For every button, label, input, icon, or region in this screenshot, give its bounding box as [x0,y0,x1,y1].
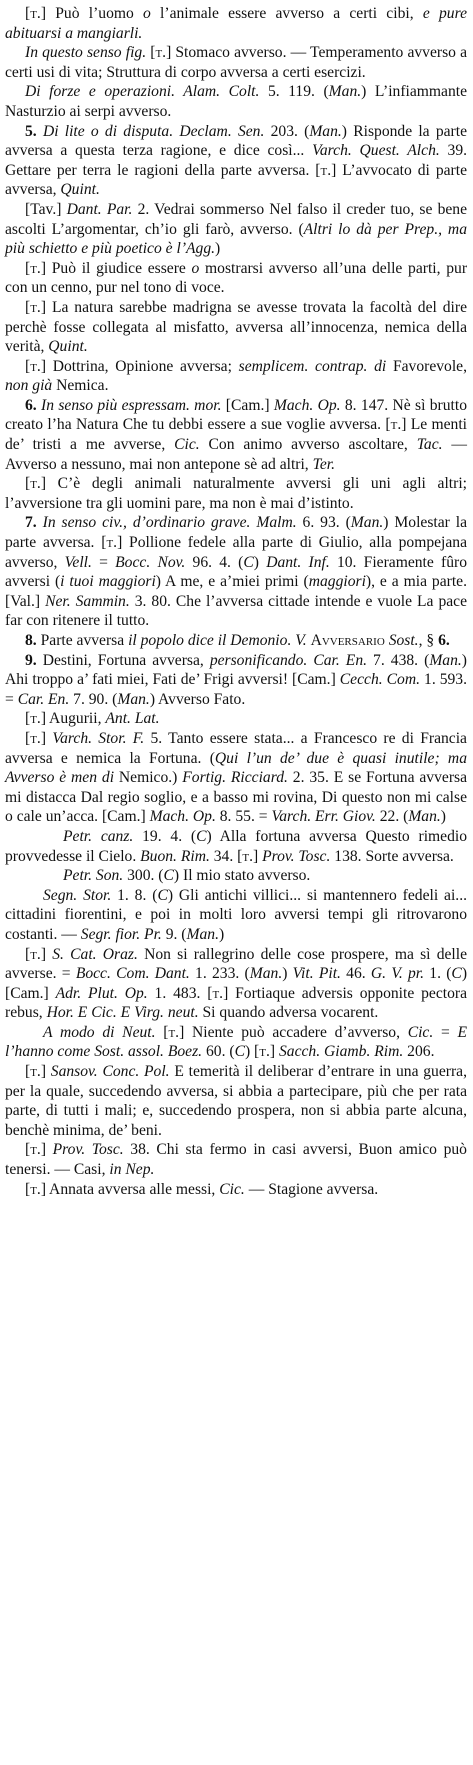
entry-paragraph: [t.] Può il giudice essere o mostrarsi avverso all’una delle parti, pur con un cenno, pur nel tono di voce. [5,259,468,297]
entry-paragraph: Petr. Son. 300. (C) Il mio stato avverso. [63,867,311,885]
entry-paragraph: 6. In senso più espressam. mor. [Cam.] Mach. Op. 8. 147. Nè sì brutto creato l’ha Natura Che tu debbi essere a sue voglie avversa. [t.] Le menti de’ tristi a me avverse, Cic. Con animo avverso ascoltare, Tac. — Avverso a nessuno, mai non antepone sè ad altri, Ter. [5,396,467,473]
entry-paragraph: [t.] C’è degli animali naturalmente avversi gli uni agli altri; l’avversione tra gli uomini pare, ma non è mai d’istinto. [5,475,467,512]
entry-paragraph: [t.] Sansov. Conc. Pol. E temerità il deliberar d’entrare in una guerra, per la quale, succedendo avversa, si abbia a partecipare, più che per rata parte, di tutti i mali; e, succedendo prospera, non si abbia parte alcuna, benchè minima, de’ beni. [5,1063,467,1139]
entry-paragraph: [t.] S. Cat. Oraz. Non si rallegrino delle cose prospere, ma sì delle avverse. = Bocc. Com. Dant. 1. 233. (Man.) Vit. Pit. 46. G. V. pr. 1. (C) [Cam.] Adr. Plut. Op. 1. 483. [t.] Fortiaque adversis opponite pectora rebus, Hor. E Cic. E Virg. neut. Si quando adversa vocarent. [5,945,468,1022]
entry-paragraph: [t.] Varch. Stor. F. 5. Tanto essere stata... a Francesco re di Francia avversa e nemica la Fortuna. (Qui l’un de’ due è quasi inutile; ma Avverso è men di Nemico.) Fortig. Ricciard. 2. 35. E se Fortuna avversa mi distacca Dal regio soglio, e a basso mi rovina, Di questo non mi calse o cale un’acca. [Cam.] Mach. Op. 8. 55. = Varch. Err. Giov. 22. (Man.) [5,729,467,826]
entry-paragraph: 5. Di lite o di disputa. Declam. Sen. 203. (Man.) Risponde la parte avversa a questa terza ragione, e dice così... Varch. Quest. Alch. 39. Gettare per terra le ragioni della parte avversa. [t.] L’avvocato di parte avversa, Quint. [5,122,468,199]
entry-paragraph: [t.] Prov. Tosc. 38. Chi sta fermo in casi avversi, Buon amico può tenersi. — Casi, in Nep. [5,1141,467,1179]
entry-paragraph: [t.] Dottrina, Opinione avversa; semplicem. contrap. di Favorevole, non già Nemica. [5,357,467,395]
entry-paragraph: 7. In senso civ., d’ordinario grave. Malm. 6. 93. (Man.) Molestar la parte avversa. [t.] Pollione fedele alla parte di Giulio, alla pompejana avverso, Vell. = Bocc. Nov. 96. 4. (C) Dant. Inf. 10. Fieramente fûro avversi (i tuoi maggiori) A me, e a’miei primi (maggiori), e a mia parte. [Val.] Ner. Sammin. 3. 80. Che l’avversa cittade intende e vuole La pace far con ritenere il tutto. [5,514,468,630]
entry-paragraph: [t.] Può l’uomo o l’animale essere avverso a certi cibi, e pure abituarsi a mangiarli. [5,5,467,42]
entry-paragraph: [t.] La natura sarebbe madrigna se avesse trovata la facoltà del dire perchè fosse collegata al misfatto, avversa all’innocenza, nemica della verità, Quint. [5,298,467,356]
entry-paragraph: [Tav.] Dant. Par. 2. Vedrai sommerso Nel falso il creder tuo, se bene ascolti L’argomentar, ch’io gli farò, avverso. (Altri lo dà per Prep., ma più schietto e più poetico è l’Agg.) [5,200,468,258]
entry-paragraph: Petr. canz. 19. 4. (C) Alla fortuna avversa Questo rimedio provvedesse il Cielo. Buon. Rim. 34. [t.] Prov. Tosc. 138. Sorte avversa. [5,827,468,865]
entry-paragraph: A modo di Neut. [t.] Niente può accadere d’avverso, Cic. = E l’hanno come Sost. assol. Boez. 60. (C) [t.] Sacch. Giamb. Rim. 206. [5,1023,468,1061]
entry-paragraph: [t.] Annata avversa alle messi, Cic. — Stagione avversa. [25,1180,379,1198]
entry-paragraph: 8. Parte avversa il popolo dice il Demonio. V. Avversario Sost., § 6. [25,632,450,649]
entry-paragraph: [t.] Augurii, Ant. Lat. [25,710,160,728]
entry-paragraph: In questo senso fig. [t.] Stomaco avverso. — Temperamento avverso a certi usi di vita; Struttura di corpo avversa a certi esercizi. [5,44,468,81]
entry-paragraph: 9. Destini, Fortuna avversa, personificando. Car. En. 7. 438. (Man.) Ahi troppo a’ fati miei, Fati de’ Frigi avversi! [Cam.] Cecch. Com. 1. 593. = Car. En. 7. 90. (Man.) Avverso Fato. [5,651,468,708]
entry-paragraph: Segn. Stor. 1. 8. (C) Gli antichi villici... si mantennero fedeli ai... cittadini fiorentini, e poi in molti loro avversi tempi gli ritrovarono costanti. — Segr. fior. Pr. 9. (Man.) [5,886,467,943]
entry-paragraph: Di forze e operazioni. Alam. Colt. 5. 119. (Man.) L’infiammante Nasturzio ai serpi avverso. [5,83,467,120]
